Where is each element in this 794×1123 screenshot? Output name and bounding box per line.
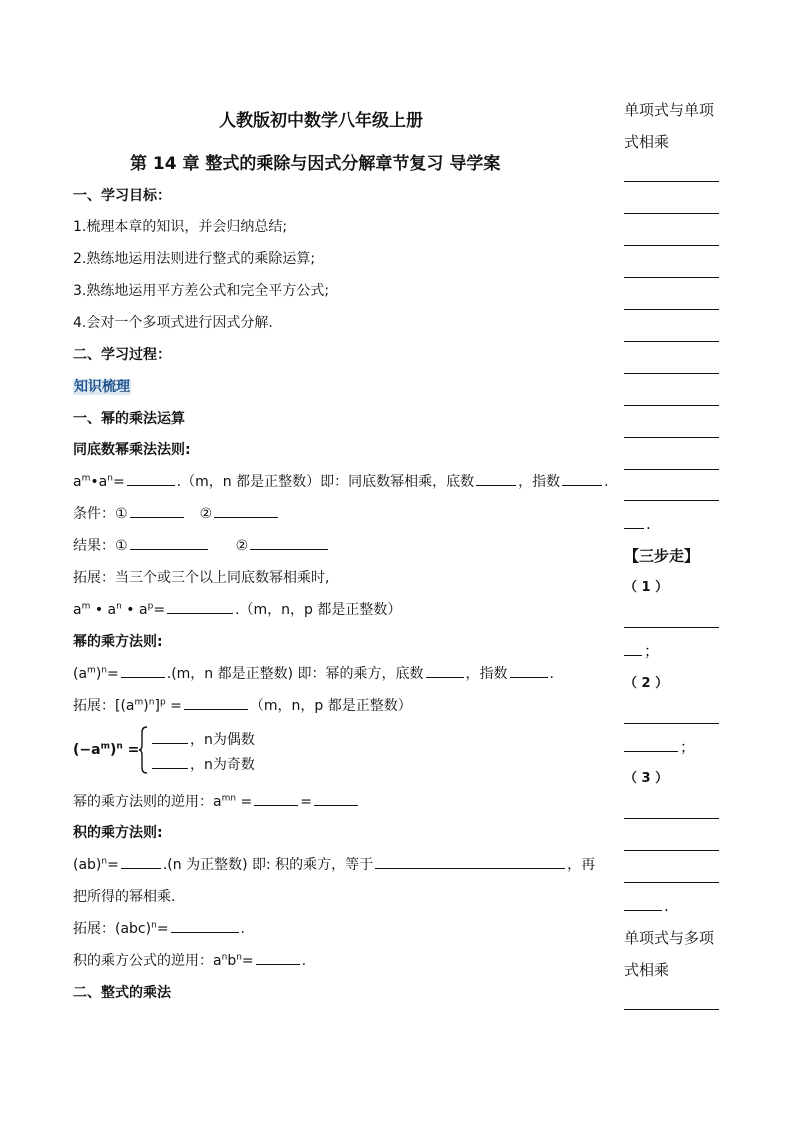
sidebar-answer-line[interactable] [624,882,719,883]
product-inverse: 积的乘方公式的逆用：$a^nb^n=$ . [73,952,307,969]
answer-blank[interactable] [127,473,175,486]
rule-heading: 同底数幂乘法法则: [73,442,191,458]
answer-blank[interactable] [121,665,165,678]
answer-blank[interactable] [254,793,298,806]
sidebar-answer-line[interactable] [624,181,719,182]
sidebar-answer-line[interactable] [624,437,719,438]
sidebar-answer-line[interactable] [624,309,719,310]
sidebar-line-end: ； [624,738,695,756]
expand-formula: $a^m$ • $a^n$ • $a^p= .(m$，n，p 都是正整数） [73,601,402,618]
sidebar-line-end: . [624,897,669,915]
case-odd: ，n为奇数 [150,754,255,774]
objective-item: 3.熟练地运用平方差公式和完全平方公式; [73,283,330,299]
answer-blank[interactable] [624,516,644,529]
page-subtitle: 第 14 章 整式的乘除与因式分解章节复习 导学案 [130,154,501,174]
answer-blank[interactable] [624,643,642,656]
step-label: （ 1 ） [624,580,669,595]
sidebar-answer-line[interactable] [624,405,719,406]
answer-blank[interactable] [214,505,278,518]
expand-text: 拓展：当三个或三个以上同底数幂相乘时, [73,570,330,586]
section-heading: 一、幂的乘法运算 [73,411,185,427]
sidebar-answer-line[interactable] [624,373,719,374]
sidebar-line-end: ； [624,642,659,660]
objective-item: 2.熟练地运用法则进行整式的乘除运算; [73,251,316,267]
three-steps-title: 【三步走】 [624,547,700,565]
sidebar-answer-line[interactable] [624,723,719,724]
answer-blank[interactable] [375,856,565,869]
answer-blank[interactable] [167,601,233,614]
page-title: 人教版初中数学八年级上册 [219,111,423,131]
sidebar-answer-line[interactable] [624,469,719,470]
answer-blank[interactable] [130,505,184,518]
negative-base-formula: $(-a^m)^n$ = [73,741,140,758]
answer-blank[interactable] [152,731,188,744]
answer-blank[interactable] [121,856,161,869]
case-even: ，n为偶数 [150,729,255,749]
answer-blank[interactable] [510,665,548,678]
power-formula: $(a^m)^n= .(m$，n 都是正整数) 即：幂的乘方，底数 ，指数 . [73,665,554,682]
sidebar-answer-line[interactable] [624,850,719,851]
sidebar-answer-line[interactable] [624,245,719,246]
sidebar-block-title: 式相乘 [624,133,670,151]
product-formula-cont: 把所得的幂相乘. [73,889,176,905]
answer-blank[interactable] [184,697,248,710]
answer-blank[interactable] [171,920,239,933]
process-heading: 二、学习过程： [73,347,171,363]
answer-blank[interactable] [476,473,516,486]
brace-icon [138,726,148,774]
answer-blank[interactable] [256,952,300,965]
answer-blank[interactable] [562,473,602,486]
power-expand: 拓展：$[(a^m)^n]^p = (m$，n，p 都是正整数） [73,697,412,714]
knowledge-tag-label: 知识梳理 [74,379,130,395]
objectives-heading: 一、学习目标： [73,188,171,204]
sidebar-line-end: . [624,515,651,533]
sidebar-answer-line[interactable] [624,1009,719,1010]
answer-blank[interactable] [624,898,662,911]
step-label: （ 3 ） [624,771,669,786]
sidebar-block-title: 单项式与单项 [624,101,715,119]
answer-blank[interactable] [314,793,358,806]
sidebar-answer-line[interactable] [624,818,719,819]
answer-blank[interactable] [426,665,464,678]
answer-blank[interactable] [152,756,188,769]
sidebar-answer-line[interactable] [624,341,719,342]
answer-blank[interactable] [250,537,328,550]
step-label: （ 2 ） [624,676,669,691]
sidebar-block-title: 单项式与多项 [624,929,715,947]
objective-item: 1.梳理本章的知识，并会归纳总结; [73,219,288,235]
sidebar-answer-line[interactable] [624,277,719,278]
section-heading: 二、整式的乘法 [73,985,171,1001]
sidebar-answer-line[interactable] [624,213,719,214]
answer-blank[interactable] [624,739,678,752]
condition-line: 条件：① ② [73,505,280,523]
rule-heading: 积的乘方法则: [73,825,163,841]
sidebar-answer-line[interactable] [624,627,719,628]
product-expand: 拓展：(abc)$^n$= . [73,920,245,937]
knowledge-tag [73,378,131,396]
sidebar-block-title: 式相乘 [624,961,670,979]
rule-heading: 幂的乘方法则: [73,634,163,650]
result-line: 结果：① ② [73,537,330,555]
objective-item: 4.会对一个多项式进行因式分解. [73,315,273,331]
product-formula: (ab)$^n$= .(n 为正整数) 即: 积的乘方，等于 ，再 [73,856,596,873]
same-base-formula: $a^m•a^n= .(m$，n 都是正整数）即：同底数幂相乘，底数 ，指数 . [73,473,609,490]
sidebar-answer-line[interactable] [624,500,719,501]
power-inverse: 幂的乘方法则的逆用：$a^{mn}$ = = [73,793,360,811]
answer-blank[interactable] [130,537,208,550]
